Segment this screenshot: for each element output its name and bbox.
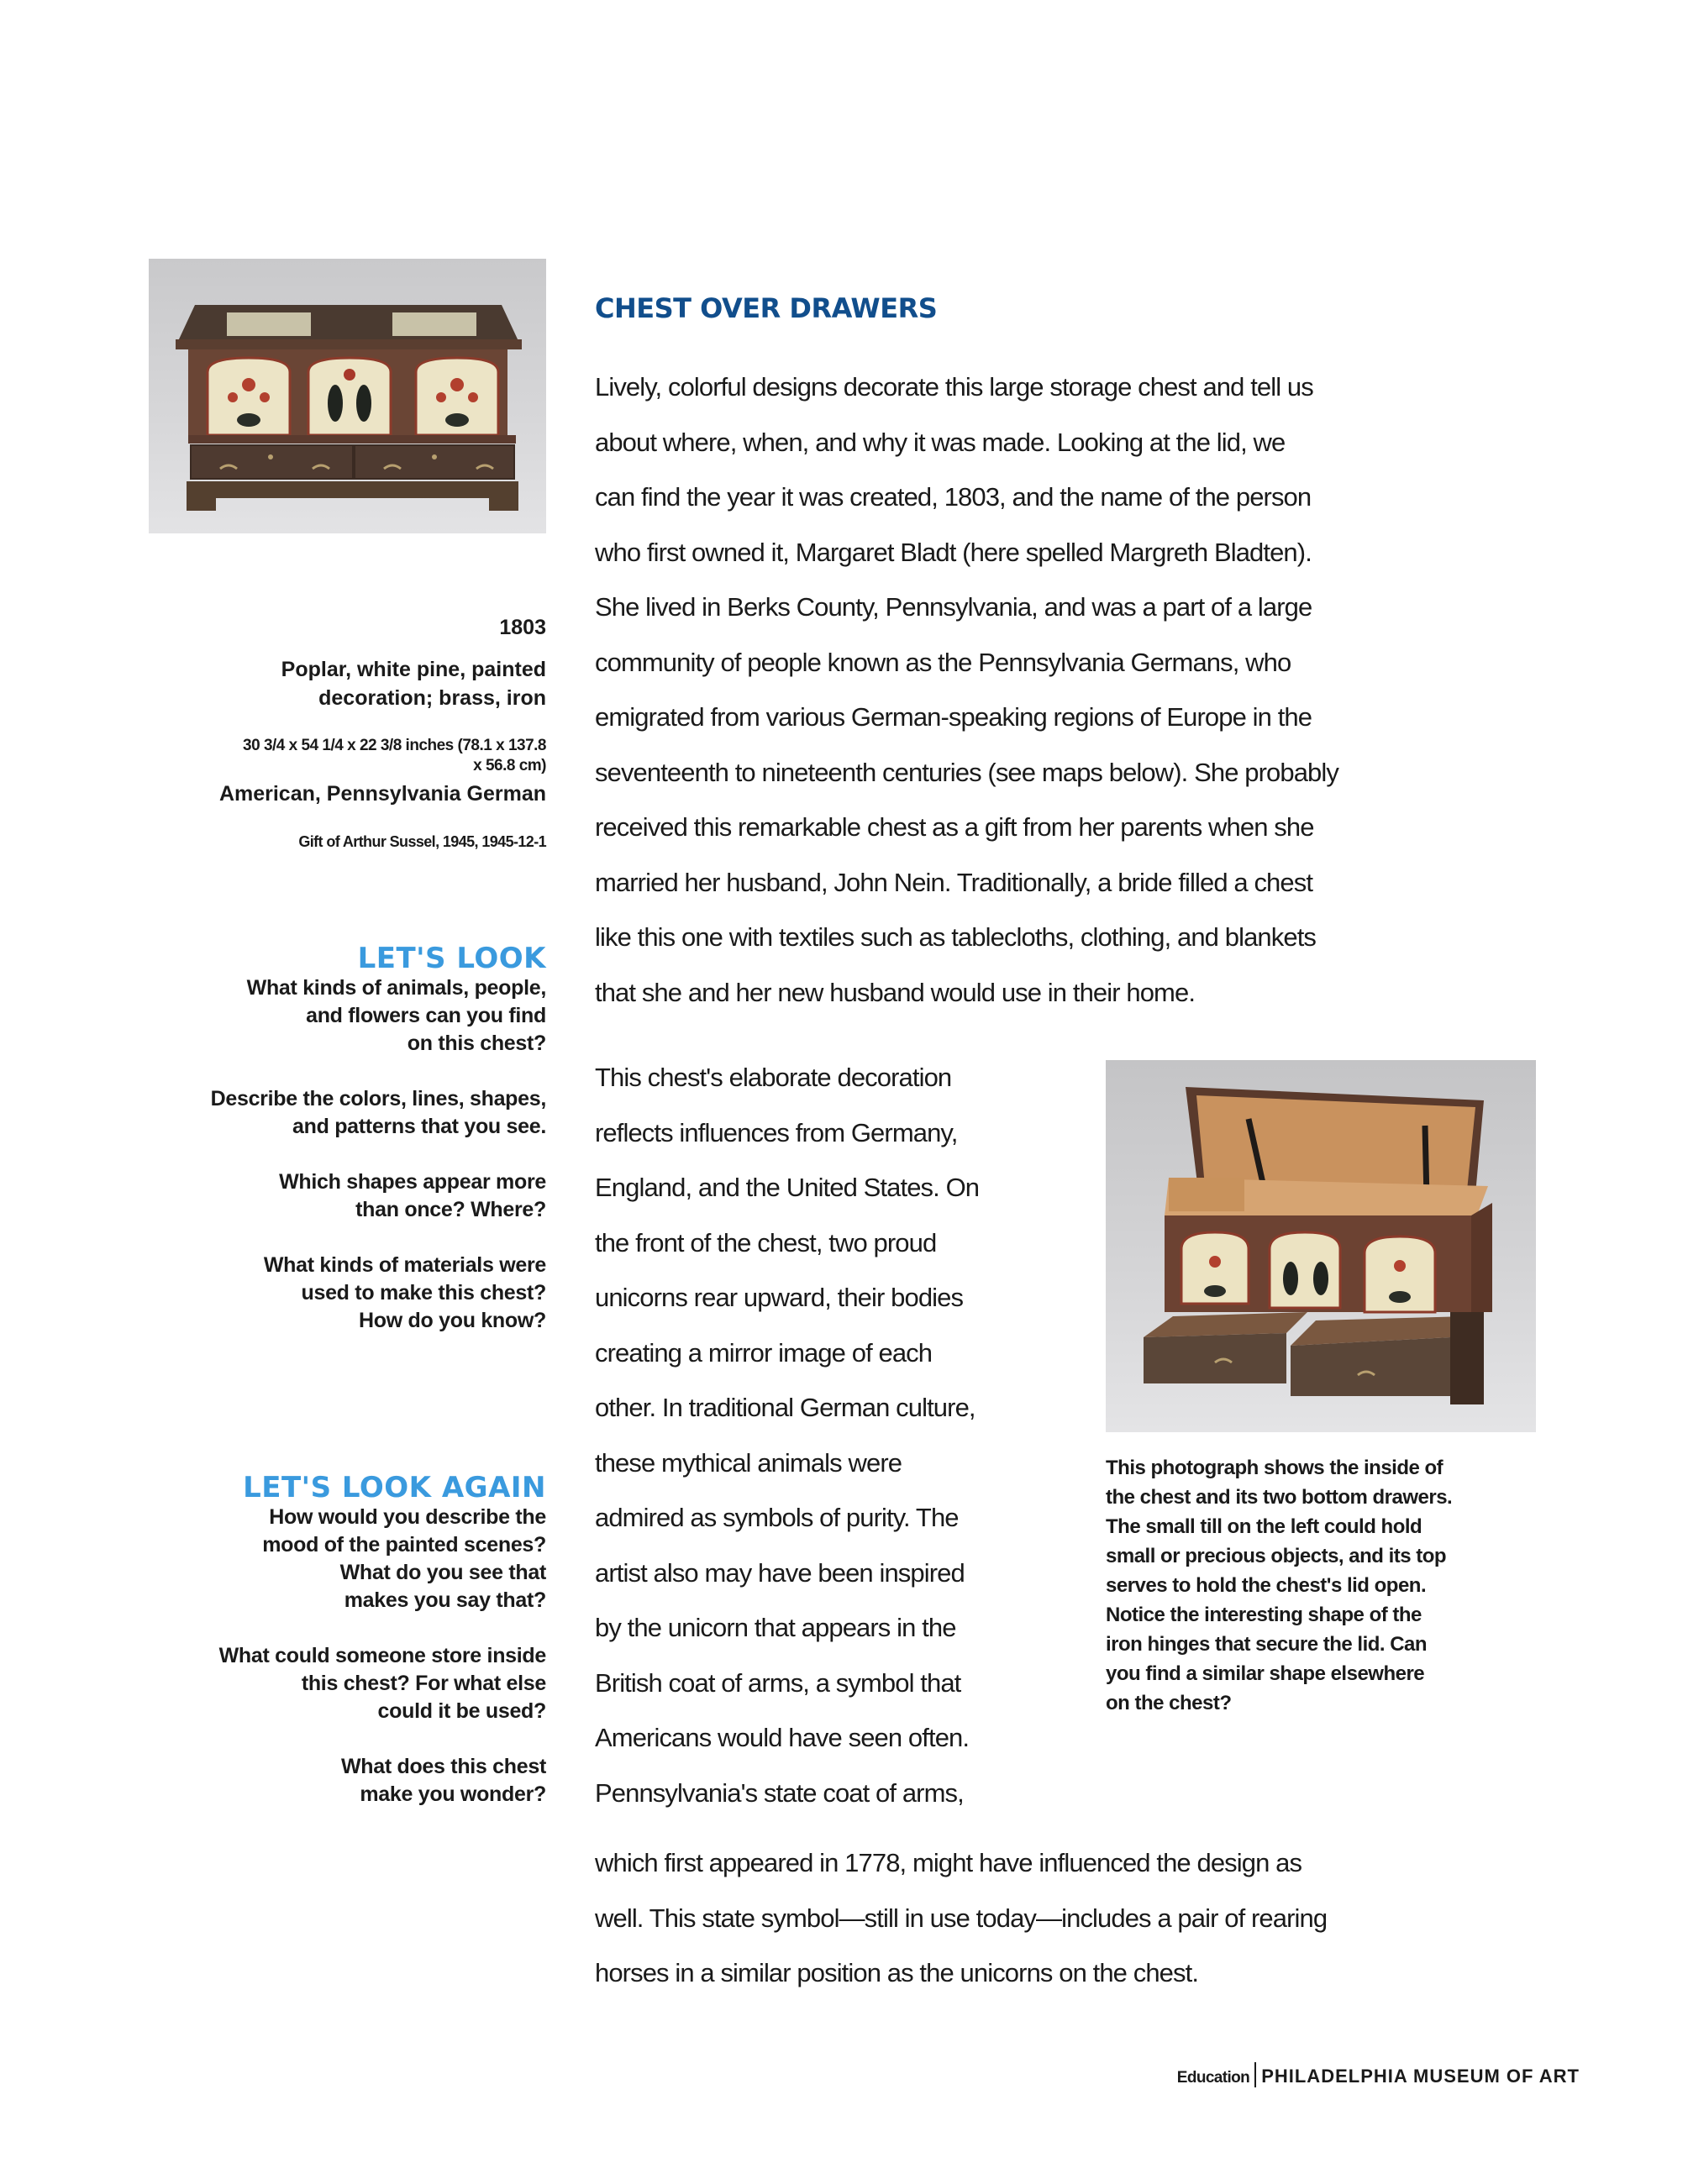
question-line: on this chest? — [407, 1032, 546, 1055]
lets-look-again-question — [126, 1504, 546, 1614]
body-line: reflects influences from Germany, — [595, 1117, 958, 1147]
question-line: used to make this chest? — [301, 1281, 546, 1305]
body-line: emigrated from various German-speaking regions of Europe in the — [595, 702, 1312, 732]
body-line: received this remarkable chest as a gift from her parents when she — [595, 812, 1314, 842]
lets-look-again-heading: LET'S LOOK AGAIN — [243, 1471, 546, 1504]
body-line: England, and the United States. On — [595, 1173, 980, 1202]
question-line: How do you know? — [359, 1309, 546, 1332]
lets-look-again-question — [126, 1642, 546, 1725]
caption-line: This photograph shows the inside of — [1106, 1457, 1443, 1479]
body-line: married her husband, John Nein. Traditionally, a bride filled a chest — [595, 867, 1313, 897]
question-line: Describe the colors, lines, shapes, — [210, 1087, 546, 1110]
body-line: that she and her new husband would use in their home. — [595, 977, 1196, 1007]
lets-look-heading: LET'S LOOK — [357, 942, 546, 975]
lets-look-section — [126, 942, 546, 1362]
artwork-medium-line: Poplar, white pine, painted — [281, 658, 546, 681]
question-line: this chest? For what else — [301, 1672, 546, 1695]
body-line: who first owned it, Margaret Bladt (here spelled Margreth Bladten). — [595, 537, 1312, 567]
question-line: What does this chest — [340, 1755, 546, 1778]
question-line: could it be used? — [377, 1699, 546, 1723]
body-line: admired as symbols of purity. The — [595, 1503, 959, 1532]
body-line: the front of the chest, two proud — [595, 1227, 937, 1257]
caption-line: you find a similar shape elsewhere — [1106, 1662, 1425, 1685]
lets-look-question — [126, 1252, 546, 1335]
artwork-medium-line: decoration; brass, iron — [318, 686, 546, 710]
page-title: CHEST OVER DRAWERS — [595, 292, 938, 324]
question-line: and flowers can you find — [306, 1004, 546, 1027]
body-line: unicorns rear upward, their bodies — [595, 1283, 964, 1312]
body-line: Americans would have seen often. — [595, 1723, 970, 1752]
chest-open-illustration — [1106, 1060, 1536, 1432]
page-footer — [1092, 2062, 1580, 2087]
caption-line: on the chest? — [1106, 1692, 1232, 1714]
lets-look-question — [126, 974, 546, 1058]
artwork-credit-line: Gift of Arthur Sussel, 1945, 1945-12-1 — [298, 833, 546, 850]
caption-line: small or precious objects, and its top — [1106, 1545, 1447, 1567]
body-line: This chest's elaborate decoration — [595, 1063, 952, 1092]
body-line: Pennsylvania's state coat of arms, — [595, 1777, 964, 1808]
artwork-dimensions-line: 30 3/4 x 54 1/4 x 22 3/8 inches (78.1 x 137.8 — [243, 737, 546, 754]
body-paragraph-2-continued — [595, 1835, 1544, 2001]
body-line: about where, when, and why it was made. Looking at the lid, we — [595, 427, 1286, 457]
chest-photo-closed — [149, 259, 546, 533]
body-line: British coat of arms, a symbol that — [595, 1667, 961, 1698]
caption-line: iron hinges that secure the lid. Can — [1106, 1633, 1428, 1656]
question-line: mood of the painted scenes? — [262, 1533, 546, 1557]
chest-closed-illustration — [149, 259, 546, 533]
question-line: than once? Where? — [355, 1198, 546, 1221]
question-line: What kinds of animals, people, — [246, 976, 546, 1000]
lets-look-question — [126, 1085, 546, 1141]
body-line: She lived in Berks County, Pennsylvania, and was a part of a large — [595, 592, 1312, 622]
artwork-dimensions-line: x 56.8 cm) — [473, 757, 546, 774]
lets-look-question — [126, 1168, 546, 1224]
body-line: seventeenth to nineteenth centuries (see maps below). She probably — [595, 757, 1338, 787]
question-line: What do you see that — [339, 1561, 546, 1584]
body-line: horses in a similar position as the unicorns on the chest. — [595, 1958, 1199, 1987]
artwork-culture: American, Pennsylvania German — [218, 782, 546, 806]
body-line: Lively, colorful designs decorate this large storage chest and tell us — [595, 372, 1313, 402]
lets-look-again-section — [126, 1472, 546, 1836]
body-line: which first appeared in 1778, might have influenced the design as — [595, 1848, 1302, 1877]
question-line: Which shapes appear more — [279, 1170, 546, 1194]
body-paragraph-1 — [595, 360, 1544, 1020]
body-line: community of people known as the Pennsylvania Germans, who — [595, 647, 1291, 677]
body-line: like this one with textiles such as tablecloths, clothing, and blankets — [595, 922, 1317, 952]
question-line: How would you describe the — [269, 1505, 546, 1529]
body-line: other. In traditional German culture, — [595, 1393, 975, 1422]
question-line: What could someone store inside — [218, 1644, 546, 1667]
body-line: these mythical animals were — [595, 1447, 902, 1478]
body-line: well. This state symbol—still in use today—includes a pair of rearing — [595, 1903, 1328, 1933]
body-line: by the unicorn that appears in the — [595, 1613, 956, 1642]
artwork-date: 1803 — [499, 616, 546, 639]
question-line: make you wonder? — [360, 1782, 546, 1806]
body-paragraph-2 — [595, 1050, 1099, 1820]
question-line: makes you say that? — [344, 1588, 546, 1612]
footer-institution: PHILADELPHIA MUSEUM OF ART — [1261, 2066, 1580, 2087]
photo-caption — [1106, 1453, 1543, 1718]
caption-line: the chest and its two bottom drawers. — [1106, 1486, 1453, 1509]
body-line: artist also may have been inspired — [595, 1557, 965, 1588]
body-line: can find the year it was created, 1803, and the name of the person — [595, 482, 1312, 512]
caption-line: The small till on the left could hold — [1106, 1515, 1422, 1538]
question-line: What kinds of materials were — [263, 1253, 546, 1277]
artwork-medium — [126, 655, 546, 712]
caption-line: Notice the interesting shape of the — [1106, 1604, 1422, 1626]
lets-look-again-question — [126, 1753, 546, 1809]
caption-line: serves to hold the chest's lid open. — [1106, 1574, 1427, 1597]
footer-divider — [1254, 2062, 1256, 2087]
footer-department: Education — [1176, 2069, 1250, 2087]
body-line: creating a mirror image of each — [595, 1337, 933, 1368]
artwork-dimensions — [126, 736, 546, 776]
chest-photo-open — [1106, 1060, 1536, 1432]
question-line: and patterns that you see. — [292, 1115, 546, 1138]
